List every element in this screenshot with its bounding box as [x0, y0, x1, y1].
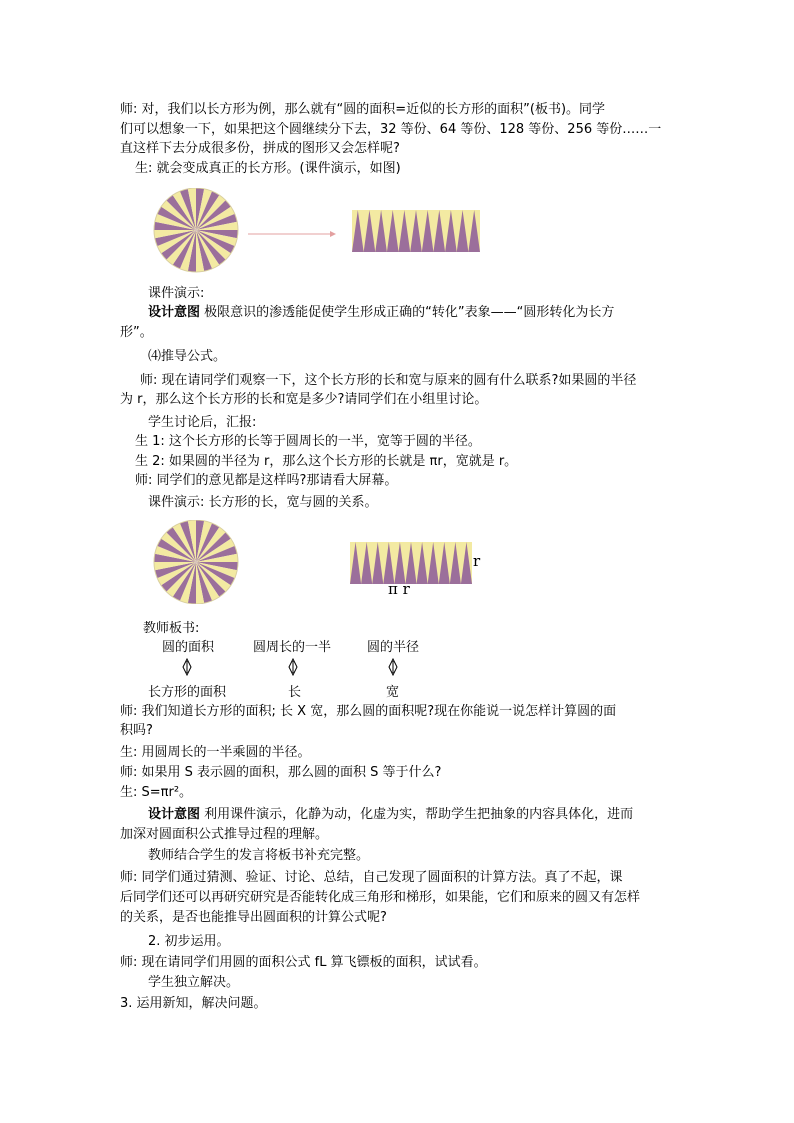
- text-line: 生 1: 这个长方形的长等于圆周长的一半，宽等于圆的半径。: [135, 434, 481, 449]
- text-line: 课件演示: 长方形的长，宽与圆的关系。: [148, 495, 378, 510]
- text-line: 生 2: 如果圆的半径为 r，那么这个长方形的长就是 πr，宽就是 r。: [135, 454, 518, 469]
- text-line: 师: 现在请同学们用圆的面积公式 fL 算飞镖板的面积，试试看。: [120, 955, 487, 970]
- text-line: 师: 如果用 S 表示圆的面积，那么圆的面积 S 等于什么?: [120, 765, 442, 780]
- text-line: 师: 同学们通过猜测、验证、讨论、总结，自己发现了圆面积的计算方法。真了不起，课: [120, 870, 623, 885]
- double-arrow-diamond-icon: [182, 658, 192, 676]
- board-top-item: 圆的半径: [367, 640, 420, 655]
- text-line: 生: S=πr²。: [120, 785, 193, 800]
- board-top-item: 圆的面积: [162, 640, 215, 655]
- design-intent-text: 利用课件演示，化静为动，化虚为实，帮助学生把抽象的内容具体化，进而: [200, 807, 634, 822]
- double-arrow-diamond-icon: [288, 658, 298, 676]
- board-bottom-item: 长: [288, 685, 302, 700]
- text-line: 学生讨论后，汇报:: [148, 415, 257, 430]
- text-line: 形”。: [120, 325, 153, 340]
- board-bottom-item: 长方形的面积: [148, 685, 227, 700]
- text-line: 学生独立解决。: [148, 975, 240, 990]
- length-label: π r: [388, 580, 410, 598]
- text-line: 课件演示:: [148, 286, 205, 301]
- design-intent-label: 设计意图: [148, 807, 201, 822]
- section-heading: ⑷推导公式。: [148, 349, 227, 364]
- text-line: 们可以想象一下，如果把这个圆继续分下去，32 等份、64 等份、128 等份、256 等份……一: [120, 122, 662, 137]
- text-line: 教师结合学生的发言将板书补充完整。: [148, 848, 370, 863]
- rearranged-rectangle: [352, 210, 480, 252]
- text-line: 后同学们还可以再研究研究是否能转化成三角形和梯形，如果能，它们和原来的圆又有怎样: [120, 890, 641, 905]
- board-bottom-item: 宽: [386, 685, 400, 700]
- text-line: 积吗?: [120, 723, 153, 738]
- text-line: 师: 对，我们以长方形为例，那么就有“圆的面积=近似的长方形的面积”(板书)。同学: [120, 102, 606, 117]
- double-arrow-diamond-icon: [388, 658, 398, 676]
- design-intent-line: [148, 304, 614, 322]
- text-line: 教师板书:: [143, 621, 200, 636]
- text-line: 直这样下去分成很多份，拼成的图形又会怎样呢?: [120, 141, 400, 156]
- text-line: 师: 现在请同学们观察一下，这个长方形的长和宽与原来的圆有什么联系?如果圆的半径: [140, 373, 637, 388]
- design-intent-line: [148, 806, 633, 824]
- text-line: 的关系，是否也能推导出圆面积的计算公式呢?: [120, 910, 387, 925]
- text-line: 师: 我们知道长方形的面积; 长 X 宽，那么圆的面积呢?现在你能说一说怎样计算圆的面: [120, 704, 617, 719]
- text-line: 为 r，那么这个长方形的长和宽是多少?请同学们在小组里讨论。: [120, 392, 488, 407]
- sectored-circle: [154, 520, 238, 604]
- arrow-head: [330, 231, 336, 237]
- width-label: r: [473, 552, 481, 570]
- board-top-item: 圆周长的一半: [253, 640, 332, 655]
- circle-to-rectangle-figure-1: [150, 188, 490, 278]
- rearranged-rectangle: [350, 542, 472, 584]
- sectored-circle: [154, 188, 238, 272]
- text-line: 生: 就会变成真正的长方形。(课件演示，如图): [135, 161, 401, 176]
- design-intent-label: 设计意图: [148, 305, 201, 320]
- design-intent-text: 极限意识的渗透能促使学生形成正确的“转化”表象——“圆形转化为长方: [200, 305, 615, 320]
- section-heading: 2. 初步运用。: [148, 934, 230, 949]
- text-line: 加深对圆面积公式推导过程的理解。: [120, 827, 329, 842]
- circle-to-rectangle-figure-2: [150, 520, 490, 604]
- section-heading: 3. 运用新知，解决问题。: [120, 996, 267, 1011]
- text-line: 师: 同学们的意见都是这样吗?那请看大屏幕。: [135, 473, 398, 488]
- text-line: 生: 用圆周长的一半乘圆的半径。: [120, 745, 311, 760]
